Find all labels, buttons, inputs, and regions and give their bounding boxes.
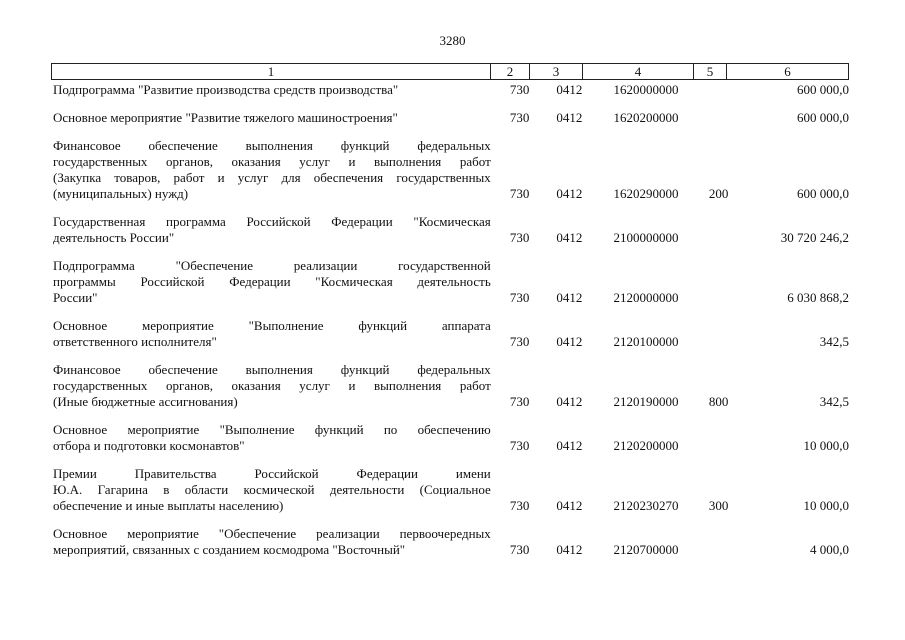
description-line: государственных органов, оказания услуг и выполнения работ <box>53 378 491 393</box>
table-row <box>51 318 849 350</box>
column-header-3: 3 <box>530 64 583 80</box>
ministry-code: 730 <box>509 230 530 245</box>
table-row <box>51 214 849 246</box>
table-row <box>51 110 849 126</box>
target-article-code: 2120000000 <box>613 290 679 305</box>
target-article-code: 2120190000 <box>613 394 679 409</box>
description-line: программы Российской Федерации "Космическая деятельность <box>53 274 491 289</box>
description-line: Ю.А. Гагарина в области космической деятельности (Социальное <box>53 482 491 497</box>
table-row <box>51 466 849 514</box>
description-line: Подпрограмма "Развитие производства средств производства" <box>53 82 399 97</box>
description-line: (муниципальных) нужд) <box>53 186 189 201</box>
row-description <box>51 82 491 98</box>
amount: 600 000,0 <box>796 186 849 201</box>
description-line: Основное мероприятие "Развитие тяжелого машиностроения" <box>53 110 398 125</box>
expense-type-code: 300 <box>708 498 729 513</box>
table-row <box>51 526 849 558</box>
ministry-code: 730 <box>509 82 530 97</box>
description-line: Основное мероприятие "Обеспечение реализации первоочередных <box>53 526 491 541</box>
description-line: России" <box>53 290 98 305</box>
section-code: 0412 <box>556 394 583 409</box>
ministry-code: 730 <box>509 186 530 201</box>
amount: 10 000,0 <box>803 438 849 453</box>
description-line: деятельность России" <box>53 230 175 245</box>
section-code: 0412 <box>556 230 583 245</box>
target-article-code: 2120700000 <box>613 542 679 557</box>
description-line: государственных органов, оказания услуг и выполнения работ <box>53 154 491 169</box>
target-article-code: 2120200000 <box>613 438 679 453</box>
target-article-code: 1620200000 <box>613 110 679 125</box>
row-description <box>51 258 491 306</box>
table-body <box>51 82 849 570</box>
row-description <box>51 138 491 202</box>
column-header-5: 5 <box>694 64 727 80</box>
description-line: Премии Правительства Российской Федерации имени <box>53 466 491 481</box>
column-header-1: 1 <box>52 64 491 80</box>
row-description <box>51 526 491 558</box>
amount: 600 000,0 <box>796 110 849 125</box>
amount: 4 000,0 <box>809 542 849 557</box>
description-line: ответственного исполнителя" <box>53 334 217 349</box>
target-article-code: 2100000000 <box>613 230 679 245</box>
amount: 6 030 868,2 <box>787 290 849 305</box>
page-number: 3280 <box>439 33 466 48</box>
row-description <box>51 422 491 454</box>
section-code: 0412 <box>556 82 583 97</box>
description-line: (Иные бюджетные ассигнования) <box>53 394 238 409</box>
section-code: 0412 <box>556 542 583 557</box>
row-description <box>51 110 491 126</box>
column-header-row <box>51 63 849 80</box>
description-line: Финансовое обеспечение выполнения функций федеральных <box>53 138 491 153</box>
description-line: Подпрограмма "Обеспечение реализации государственной <box>53 258 491 273</box>
section-code: 0412 <box>556 290 583 305</box>
table-row <box>51 258 849 306</box>
ministry-code: 730 <box>509 498 530 513</box>
column-header-4: 4 <box>583 64 694 80</box>
target-article-code: 2120230270 <box>613 498 679 513</box>
description-line: Государственная программа Российской Федерации "Космическая <box>53 214 491 229</box>
section-code: 0412 <box>556 498 583 513</box>
section-code: 0412 <box>556 438 583 453</box>
section-code: 0412 <box>556 110 583 125</box>
section-code: 0412 <box>556 186 583 201</box>
description-line: Основное мероприятие "Выполнение функций аппарата <box>53 318 491 333</box>
amount: 600 000,0 <box>796 82 849 97</box>
table-row <box>51 138 849 202</box>
description-line: обеспечение и иные выплаты населению) <box>53 498 284 513</box>
ministry-code: 730 <box>509 334 530 349</box>
amount: 342,5 <box>819 394 849 409</box>
description-line: Финансовое обеспечение выполнения функций федеральных <box>53 362 491 377</box>
ministry-code: 730 <box>509 290 530 305</box>
target-article-code: 1620000000 <box>613 82 679 97</box>
ministry-code: 730 <box>509 438 530 453</box>
table-row <box>51 362 849 410</box>
row-description <box>51 214 491 246</box>
target-article-code: 2120100000 <box>613 334 679 349</box>
amount: 342,5 <box>819 334 849 349</box>
row-description <box>51 362 491 410</box>
table-row <box>51 422 849 454</box>
expense-type-code: 200 <box>708 186 729 201</box>
column-header-2: 2 <box>491 64 530 80</box>
amount: 30 720 246,2 <box>780 230 849 245</box>
amount: 10 000,0 <box>803 498 849 513</box>
expense-type-code: 800 <box>708 394 729 409</box>
description-line: мероприятий, связанных с созданием космодрома "Восточный" <box>53 542 406 557</box>
ministry-code: 730 <box>509 394 530 409</box>
description-line: отбора и подготовки космонавтов" <box>53 438 245 453</box>
ministry-code: 730 <box>509 542 530 557</box>
ministry-code: 730 <box>509 110 530 125</box>
table-row <box>51 82 849 98</box>
row-description <box>51 318 491 350</box>
column-header-6: 6 <box>727 64 849 80</box>
description-line: (Закупка товаров, работ и услуг для обеспечения государственных <box>53 170 491 185</box>
description-line: Основное мероприятие "Выполнение функций по обеспечению <box>53 422 491 437</box>
target-article-code: 1620290000 <box>613 186 679 201</box>
row-description <box>51 466 491 514</box>
section-code: 0412 <box>556 334 583 349</box>
